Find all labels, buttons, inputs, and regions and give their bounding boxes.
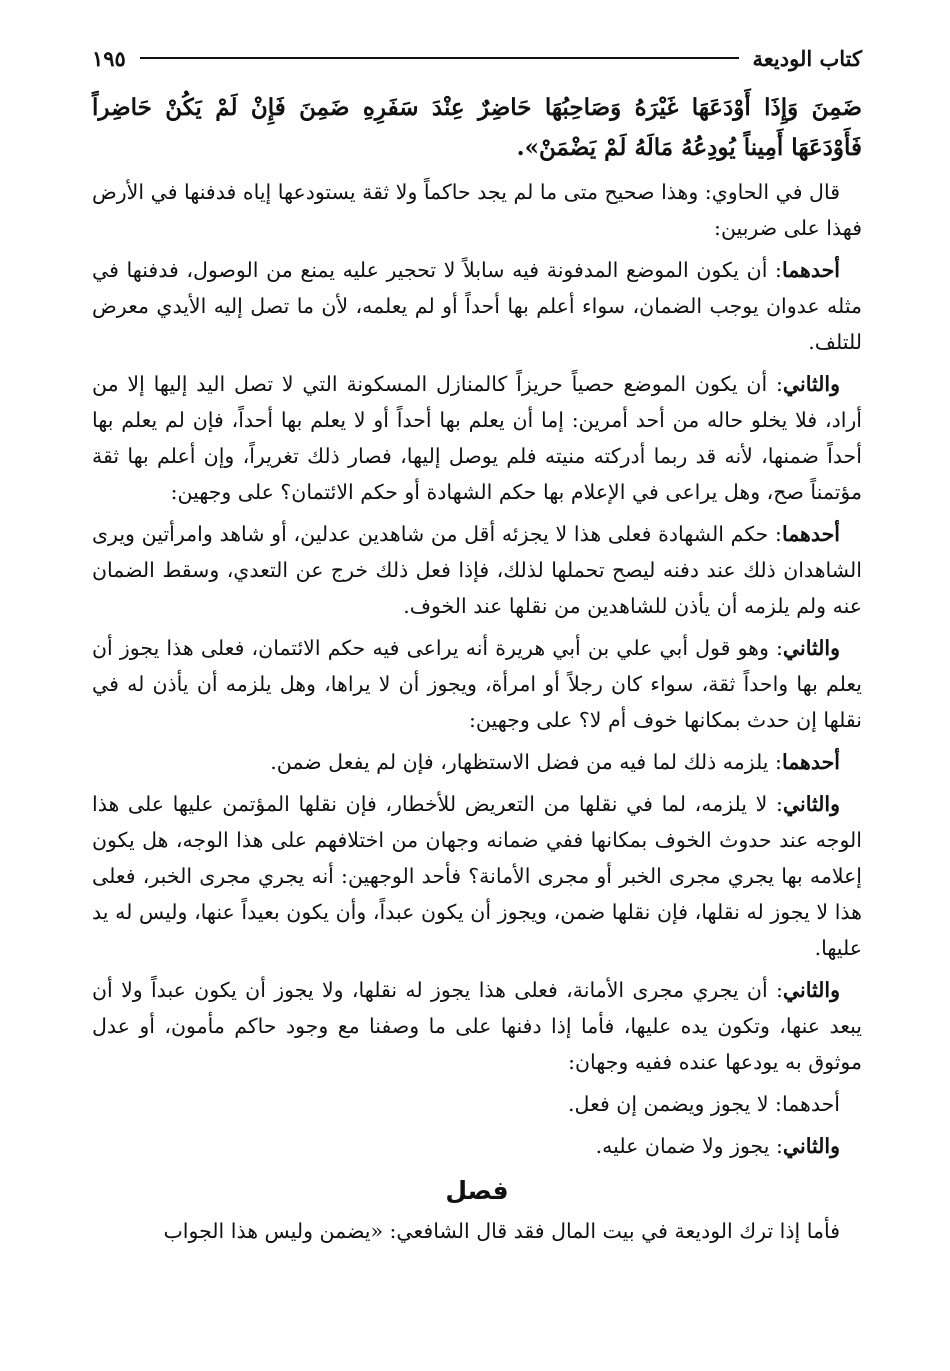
paragraph-lead: والثاني (782, 372, 840, 396)
paragraph-lead: أحدهما (781, 258, 840, 282)
paragraph-text: : لا يلزمه، لما في نقلها من التعريض للأخطار، فإن نقلها المؤتمن عليها على هذا الوجه عند حدوث الخوف بمكانها ففي ضمانه وجهان من اختلافهم على هذا الوجه، هل يكون إعلامه بها يجري مجرى الخبر أو مجرى الأمانة؟ فأحد الوجهين: أنه يجري مجرى الخبر، فعلى هذا لا يجوز له نقلها، فإن نقلها ضمن، ويجوز أن يكون عبداً، وأن يكون بعيداً عنها، وليس له يد عليها. (92, 792, 862, 960)
paragraph (92, 786, 862, 966)
paragraph (92, 252, 862, 360)
header-rule (140, 57, 739, 59)
quoted-text: ضَمِنَ وَإِذَا أَوْدَعَهَا غَيْرَهُ وَصَاحِبُهَا حَاضِرٌ عِنْدَ سَفَرِهِ ضَمِنَ فَإِنْ لَمْ يَكُنْ حَاضِراً فَأَوْدَعَهَا أَمِيناً يُودِعُهُ مَالَهُ لَمْ يَضْمَنْ». (92, 94, 862, 161)
paragraph-text: قال في الحاوي: وهذا صحيح متى ما لم يجد حاكماً ولا ثقة يستودعها إياه فدفنها في الأرض فهذا على ضربين: (92, 180, 862, 240)
paragraph-text: أحدهما: لا يجوز ويضمن إن فعل. (568, 1092, 840, 1116)
paragraph-text: : أن يكون الموضع المدفونة فيه سابلاً لا تحجير عليه يمنع من الوصول، فدفنها في مثله عدوان يوجب الضمان، سواء أعلم بها أحداً أو لم يعلمه، لأن ما تصل إليه الأيدي معرض للتلف. (92, 258, 862, 354)
paragraph (92, 1128, 862, 1164)
paragraph-lead: والثاني (782, 792, 840, 816)
page-number: ١٩٥ (92, 45, 126, 71)
paragraph-text: : أن يجري مجرى الأمانة، فعلى هذا يجوز له نقلها، ولا يجوز أن يكون عبداً ولا أن يبعد عنها، وتكون يده عليها، فأما إذا دفنها على ما وصفنا مع وجود حاكم مأمون، أو عدل موثوق به يودعها عنده ففيه وجهان: (92, 978, 862, 1074)
paragraph (92, 516, 862, 624)
paragraph (92, 972, 862, 1080)
paragraph (92, 1086, 862, 1122)
paragraph (92, 744, 862, 780)
paragraph-lead: والثاني (782, 636, 840, 660)
paragraph (92, 630, 862, 738)
paragraph (92, 366, 862, 510)
paragraph-text: : أن يكون الموضع حصياً حريزاً كالمنازل المسكونة التي لا تصل اليد إليها إلا من أراد، فلا يخلو حاله من أحد أمرين: إما أن يعلم بها أحداً أو لا يعلم بها أحداً، فإن لم يعلم بها أحداً ضمنها، لأنه قد ربما أدركته منيته فلم يوصل إليها، فصار ذلك تغريراً، وإن أعلم بها ثقة مؤتمناً صح، وهل يراعى في الإعلام بها حكم الشهادة أو حكم الائتمان؟ على وجهين: (92, 372, 862, 504)
section-title: فصل (445, 1176, 509, 1205)
paragraph-text: : يجوز ولا ضمان عليه. (595, 1134, 783, 1158)
paragraph-lead: والثاني (782, 978, 840, 1002)
paragraph-text: : يلزمه ذلك لما فيه من فضل الاستظهار، فإن لم يفعل ضمن. (270, 750, 782, 774)
book-title: كتاب الوديعة (752, 45, 862, 71)
paragraph-lead: أحدهما (781, 522, 840, 546)
paragraph (92, 174, 862, 246)
body-text (92, 174, 862, 1164)
paragraph-text: : وهو قول أبي علي بن أبي هريرة أنه يراعى فيه حكم الائتمان، فعلى هذا يجوز أن يعلم بها واحداً ثقة، سواء كان رجلاً أو امرأة، ويجوز أن لا يراها، وهل يلزمه أن يأذن له في نقلها إن حدث بمكانها خوف أم لا؟ على وجهين: (92, 636, 862, 732)
paragraph-text: : حكم الشهادة فعلى هذا لا يجزئه أقل من شاهدين عدلين، أو شاهد وامرأتين ويرى الشاهدان ذلك عند دفنه ليصح تحملها لذلك، فإذا فعل ذلك خرج عن التعدي، وسقط الضمان عنه ولم يلزمه أن يأذن للشاهدين من نقلها عند الخوف. (92, 522, 862, 618)
page-header (92, 38, 862, 78)
final-paragraph: فأما إذا ترك الوديعة في بيت المال فقد قال الشافعي: «يضمن وليس هذا الجواب (163, 1219, 840, 1243)
paragraph-lead: والثاني (782, 1134, 840, 1158)
paragraph-lead: أحدهما (781, 750, 840, 774)
